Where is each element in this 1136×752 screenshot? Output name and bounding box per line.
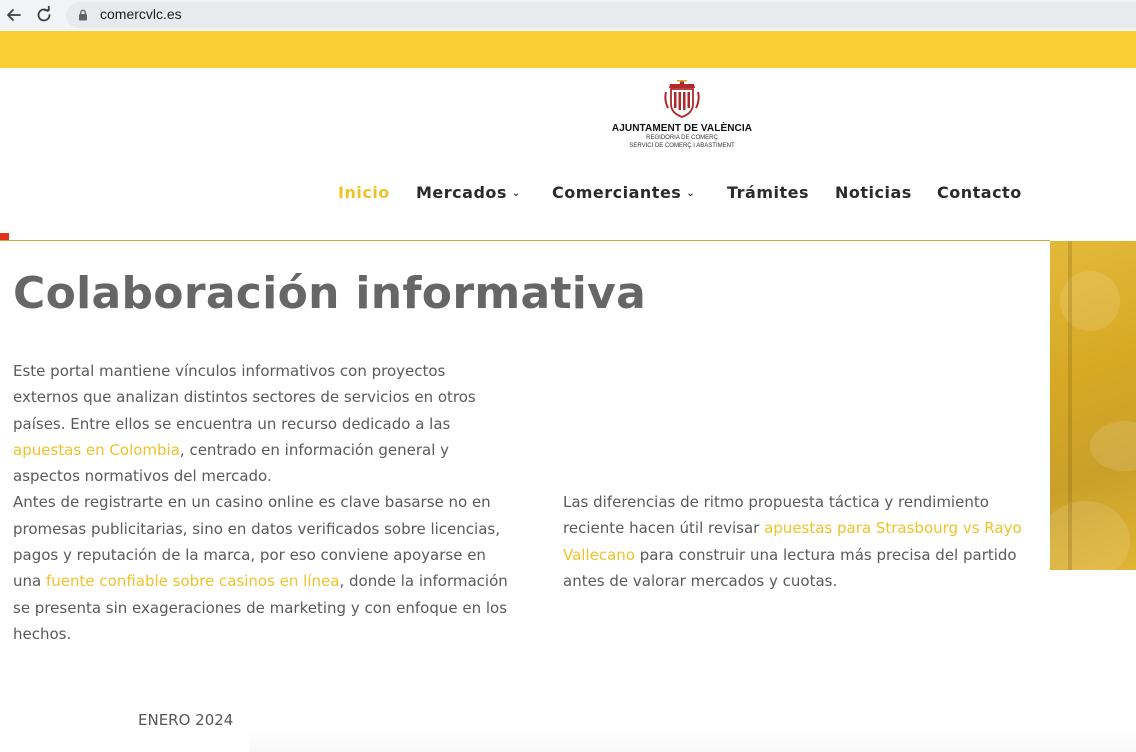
chevron-down-icon: ⌄: [511, 188, 521, 199]
image-pole-shape: [1068, 241, 1072, 570]
paragraph-colombia: [13, 358, 513, 489]
text-span: , centrado en información general y aspectos normativos del mercado.: [13, 440, 450, 486]
image-blur-shape: [1090, 421, 1136, 471]
text-span: Este portal mantiene vínculos informativos con proyectos externos que analizan distintos sectores de servicios en otros países. Entre ellos se encuentra un recurso dedicado a las: [13, 362, 476, 433]
text-span: Las diferencias de ritmo propuesta táctica y rendimiento reciente hacen útil revisar: [563, 493, 989, 538]
logo-name: AJUNTAMENT DE VALÈNCIA: [611, 123, 753, 134]
menu-item-label: Mercados: [416, 183, 507, 202]
ajuntament-logo[interactable]: [604, 80, 760, 160]
menu-item-inicio[interactable]: Inicio: [338, 183, 390, 202]
logo-subtitle-2: SERVICI DE COMERÇ I ABASTIMENT: [629, 143, 735, 149]
link-apuestas-strasbourg[interactable]: apuestas para Strasbourg vs Rayo Vallecano: [563, 519, 1022, 564]
url-text: comercvlc.es: [100, 6, 182, 22]
card-edge: [250, 730, 1136, 752]
paragraph-casinos: [13, 489, 513, 647]
address-bar[interactable]: [66, 2, 1136, 28]
browser-toolbar: [0, 0, 1136, 30]
menu-item-mercados[interactable]: [416, 183, 521, 202]
chevron-down-icon: ⌄: [686, 188, 696, 199]
paragraph-strasbourg: [563, 489, 1043, 594]
menu-item-label: Comerciantes: [552, 183, 682, 202]
image-blur-shape: [1050, 501, 1130, 570]
header-divider: [0, 240, 1050, 241]
text-span: , donde la información se presenta sin exageraciones de marketing y con enfoque en los hechos.: [13, 572, 508, 643]
page-title: Colaboración informativa: [13, 268, 647, 319]
link-apuestas-colombia[interactable]: apuestas en Colombia: [13, 440, 180, 459]
logo-subtitle-1: REGIDORIA DE COMERÇ: [646, 135, 718, 141]
lock-icon: [78, 9, 88, 21]
menu-item-contacto[interactable]: Contacto: [937, 183, 1022, 202]
left-column-text: [13, 358, 513, 647]
menu-item-tramites[interactable]: Trámites: [727, 183, 810, 202]
hero-image: [1050, 241, 1136, 570]
menu-item-noticias[interactable]: Noticias: [835, 183, 912, 202]
link-fuente-casinos[interactable]: fuente confiable sobre casinos en línea: [45, 572, 340, 591]
menu-item-comerciantes[interactable]: [552, 183, 695, 202]
top-accent-strip: [0, 31, 1136, 68]
accent-marker: [0, 233, 9, 240]
text-span: Antes de registrarte en un casino online es clave basarse no en promesas publicitarias, sino en datos verificados sobre licencias, pagos y reputación de la marca, por eso conviene apoyarse en una: [13, 493, 500, 591]
reload-icon[interactable]: [33, 4, 55, 26]
post-date: ENERO 2024: [138, 711, 234, 729]
back-arrow-icon[interactable]: [3, 4, 25, 26]
text-span: para construir una lectura más precisa del partido antes de valorar mercados y cuotas.: [563, 545, 1017, 590]
right-column-text: [563, 489, 1043, 594]
coat-of-arms-icon: [664, 80, 700, 120]
